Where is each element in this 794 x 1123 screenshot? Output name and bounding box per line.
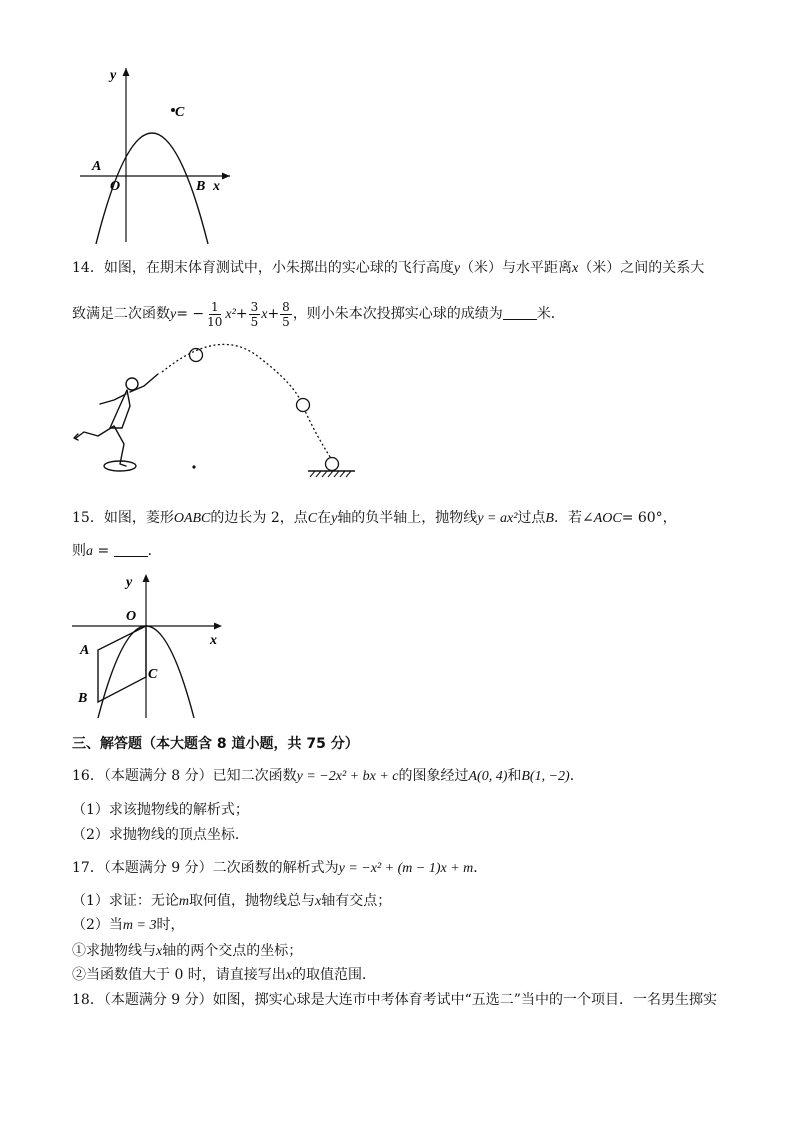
label-a: A (80, 643, 90, 658)
thrower-figure-icon (74, 374, 158, 471)
label-c: C (175, 105, 185, 120)
y-axis-arrow (143, 574, 150, 582)
figure-shot-put (70, 340, 360, 486)
q17-eq: y = −x² + (m − 1)x + m (338, 861, 474, 876)
q17-item2: ②当函数值大于 0 时，请直接写出x的取值范围． (72, 967, 377, 983)
q15-text3: 在 (317, 510, 332, 526)
q16-number: 16． (72, 768, 104, 784)
figure-parabola-abc (70, 62, 236, 248)
q15-axis-y: y (331, 511, 338, 526)
q17-number: 17． (72, 860, 104, 876)
q14-plus2: + (267, 306, 280, 322)
q14-var-x: x (572, 261, 579, 276)
label-c: C (148, 667, 158, 682)
q15-text1: 如图，菱形 (103, 510, 174, 526)
q17-sub2: （2）当m = 3时， (72, 917, 185, 933)
q16-eq: y = −2x² + bx + c (296, 769, 399, 784)
q17-item1: ①求抛物线与x轴的两个交点的坐标； (72, 943, 303, 959)
q14-number: 14． (72, 260, 104, 276)
q15-pt-b: B (545, 511, 554, 526)
section3-title: 三、解答题（本大题含 8 道小题，共 75 分） (72, 736, 359, 752)
q16-stem (72, 766, 584, 787)
q14-answer-unit: 米． (536, 306, 565, 322)
q14-unit2: （米）之间的关系大 (578, 260, 705, 276)
q16-sub1: （1）求该抛物线的解析式； (72, 802, 249, 818)
q14-term2: x (261, 307, 268, 322)
q14-line1 (72, 258, 704, 279)
q14-frac3: $\frac{8}{5}$ (282, 299, 290, 329)
q16-point-b: B(1, −2) (521, 769, 570, 784)
q15-line2-prefix: 则 (72, 543, 86, 559)
q15-line2-end: ． (147, 543, 162, 559)
q18-stem (72, 990, 717, 1010)
q18-number: 18． (72, 992, 104, 1008)
q14-frac1: $\frac{1}{10}$ (207, 299, 223, 329)
q14-line2 (72, 296, 565, 333)
q15-line2 (72, 541, 162, 562)
label-o: O (110, 179, 121, 194)
label-b: B (78, 691, 88, 706)
q14-text1: 如图，在期末体育测试中，小朱掷出的实心球的飞行高度 (103, 260, 454, 276)
q15-answer-blank (114, 542, 148, 557)
q15-line2-eq: = (93, 543, 114, 559)
label-x: x (213, 179, 220, 194)
q15-text5: 过点 (517, 510, 546, 526)
q17-end: ． (473, 860, 488, 876)
q14-line2-prefix: 致满足二次函数 (72, 306, 170, 322)
q15-eq: y = ax² (477, 511, 518, 526)
q14-unit1: （米）与水平距离 (460, 260, 573, 276)
q14-frac2: $\frac{3}{5}$ (250, 299, 259, 329)
q14-eq-eq: = − (176, 306, 205, 322)
q15-shape: OABC (173, 511, 211, 526)
q16-text1: （本题满分 8 分）已知二次函数 (103, 768, 297, 784)
x-axis-arrow (214, 623, 222, 630)
ball-landed (326, 458, 339, 471)
y-axis-arrow (123, 68, 130, 76)
q17-sub1: （1）求证：无论m取何值，抛物线总与x轴有交点； (72, 893, 392, 909)
q15-angle: AOC (593, 511, 622, 526)
q16-text2: 的图象经过 (398, 768, 469, 784)
ground-hatching (310, 471, 351, 477)
label-a: A (92, 159, 102, 174)
label-x: x (210, 633, 217, 648)
label-b: B (196, 179, 206, 194)
q17-text1: （本题满分 9 分）二次函数的解析式为 (103, 860, 339, 876)
q16-end: ． (569, 768, 584, 784)
label-y: y (110, 68, 117, 83)
q18-text: （本题满分 9 分）如图，掷实心球是大连市中考体育考试中“五选二”当中的一个项目．一名男生掷实 (103, 992, 717, 1008)
q15-line1 (72, 508, 677, 529)
q16-sub2: （2）求抛物线的顶点坐标． (72, 827, 249, 843)
ball-top (190, 349, 203, 362)
q14-plus1: + (235, 306, 248, 322)
q16-point-a: A(0, 4) (468, 769, 508, 784)
q14-term1: x² (225, 307, 236, 322)
q15-text2: 的边长为 2，点 (210, 510, 308, 526)
figure-rhombus-parabola (70, 570, 230, 720)
q15-number: 15． (72, 510, 104, 526)
q14-line2-suffix: ，则小朱本次投掷实心球的成绩为 (292, 306, 503, 322)
q14-var-y: y (453, 261, 461, 276)
q15-var-a: a (86, 544, 93, 559)
q15-pt-c: C (307, 511, 318, 526)
q14-eq-y: y (170, 307, 177, 322)
q17-stem (72, 858, 487, 879)
q15-text4: 轴的负半轴上，抛物线 (337, 510, 478, 526)
q16-and: 和 (507, 768, 522, 784)
q14-answer-blank (503, 305, 537, 320)
ball-descending (297, 399, 310, 412)
origin-dot (192, 465, 195, 468)
label-o: O (126, 609, 137, 624)
label-y: y (126, 575, 133, 590)
q15-text6: ．若∠ (553, 510, 594, 526)
x-axis-arrow (222, 173, 230, 180)
q15-text7: = 60°， (621, 510, 677, 526)
